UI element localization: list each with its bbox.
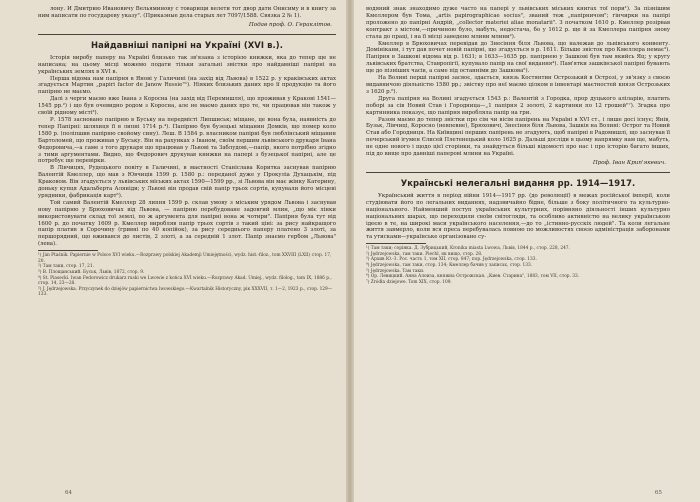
paragraph: Разом маємо до тепер звістки про сім чи вісім папірень на Україні в XVI ст., і лише досі існує; Янів, Бузьк, Лівчиці, Коросно (невпевне), Брюховичі, Знесіння біля Львова, Зашків на Волині: Острог та Новий Став або Городниця. На Київщині перших папірень не згадують, щоб папірні в Радомишлі, що заснував її печерський ігумен Єлисей Плетенецький коло 1625 р. Дальші досліди в цьому напрямку нам ще, мабуть, не одне нового і щодо цієї сторінки, та знайдуться більші відомості про нас і про історію багато інших, під до вище про давніші паперові млини на Україні. (366, 116, 670, 158)
footnote: ⁶) Ор. Левицкий. Анна Алоиза, княжна Острожская. „Киев. Старина", 1883, том VII, стор. 33. (366, 274, 580, 280)
footnote: ⁴) Jędrzejowska, там таки, стор. 134; Кмеллер бачив у записах, стор. 133. (366, 263, 533, 269)
section-divider (38, 34, 336, 35)
article-body-2 (366, 193, 670, 241)
paragraph: Кмеллер в Брюховичах перевідав до Знесіння біля Львова, що належав до львівського конвенту. Домінікани, і тут дав почет новій папірні, що згадується в р. 1611. Більше звісток про Кмеллера немає³). Папірня в Зашкові відома від р. 1631; в 1633—1635 рр. папірнею у Зашкові був там якийсь Яц; у кругу львівських братства, Ставропігії, купувало папір на свої видання⁴). Пам'ятки зашківської папірні бувають ще до пізніших часів, а саме під останніми до Зашкова⁵). (366, 40, 670, 75)
footnote-rule (366, 243, 426, 244)
section-divider (366, 172, 670, 173)
article-body-continued (366, 6, 670, 158)
paragraph: Той самий Валентій Кмеллер 28 липня 1599 р. склав умову з міським урядом Львова і заснував нову папірню у Брюховичах від Львова, — папірню перебудоване задовгий млин, „що міє лінки використовувати склад тої землі, по ж аргумента для папірні вона ж чотири". Папірня була тут від 1600 р. до початку 1609 р. Кмеллер виробляв папір трьох сортів з такий ціні: за рису найкращого папір платив в Сорочину (гривні по 40 копійок), за рису середнього паперу платено 3 злоті, за першорядний, що вживався до листів, 2 злоті, а за середній 1 злот. Папір знаємо гербом „Львова" (лева). (38, 199, 336, 248)
footnote: ¹) Ján Ptaśnik. Papiernie w Polsce XVI wieku.—Rozprawy polskiej Akademji Umiejętności, wydz. hist.-filoz., tom XXVIII (LXII) стор. 17, 20. (38, 253, 332, 264)
paragraph: Р. 1578 засновано папірню в Буську на передмісті Липшиськ; міщане, це вона була, наявність до тепер Папірні: шляхиця її в липні 1714 р.⁴). Папірню був бузецькі міщанин Домків, що помер коло 1580 р. (поліпшив папірню свойому сину). Леш. В 1584 р. власником папірні був люблінський міщанин Бартоломей, що проживав у Буську. Він на рахунках з Іваном, своїм першим львівського друкаря Івана Федоровича,—а саме з того друкаря що працював у Львові та Заблудові,—папір, якого потрібно згідно з тими аргументами. Видно, що Федорович друкував книжки на папері з бузецької папірні, але це потребує ще перевірки. (38, 116, 336, 165)
paragraph: водяний знак знаходимо дуже часто на папері у львівських міських книгах тої пори¹). За пізнішим Кмеллером був Тома, „artis papirographicae socius", званий теж „папірничом"; гінчирки на папірі проложено до папірні Андрій, „collector materiei aliae monatarii". З початком 1610 р. Кмеллер розірвав контракт з містом,—причиною було, мабуть, недостача, бо у 1612 р. ще й за Кмеллера папірня знову стала до праці, і на її місці заведено млини млини²). (366, 6, 670, 40)
paragraph: Історія виробу паперу на Україні близько так зв'язана з історією книжки, яка до тепер ще не написана; на цьому місці можемо подати тільки загальні звістки про найдавніші папірні на українських землях в XVI в. (38, 54, 336, 75)
intro-text: лону. И Дмитрию Ивановичу Вельяминову с товарищи велети тот двор дати Онисиму и в книгу за ним написати по государеву указу". (Прикаэные дела старых лет 7097/1588. Связка 2 № 1). (38, 6, 336, 19)
footnote: ⁵) Jędrzejowska. Там таки. (366, 268, 425, 274)
article-heading: Українські нелегальні видання рр. 1914—1917. (400, 177, 636, 188)
paragraph: В Лівчицях, Рудецького повіту в Галичині, в маєтності Станіслава Коритка заснував папірню Валентій Кмеллер, що мав з Ювчиців 1599 р. 1580 р.: переданої дуже у Прокуліа Духацькім, під Краковом. Він згадується у львівських міських актах 1590—1599 рр., зі Львова він має жінку Катерину, доньку купця Адальберта Аляніди; у Львові він продав свій папір трьох сортів, купували його місцеві урядники, фабрикація карт⁵). (38, 165, 336, 199)
footnote: ⁵) J. Jędrzejowska. Przyczynek do dziejów papiernictwa lwowskiego.—Kwartalnik Historyczny, рік XXXVII, т. 1—2, 1923 р., стор. 129—133. (38, 286, 333, 298)
right-page (350, 0, 700, 502)
paragraph: Далі з черги маємо вже Івана з Коросна (на захід від Перемишля), що проживав у Кракові 1541—1545 рр.²) і що був очевидно родом з Коросна, але не маємо даних про те, чи працював він також у своїй рідному місті³). (38, 96, 336, 117)
paragraph: Друга папірня на Волині згадується 1543 р.: Валентій з Городка, прор дуцького аліларію, платить поборі за сів Новий Став і Городница—„1 папірня 2 золоті, 2 картинки по 12 грошей"⁷). Згадка про картинника показує, що папірня виробляла папір на гри. (366, 95, 670, 116)
footnotes (366, 246, 670, 285)
article-body (38, 55, 336, 248)
page-number: 65 (654, 490, 662, 496)
footnote: ⁷) Źródła dziejowe. Tom XIX, стор. 109. (366, 279, 452, 285)
intro-signature: Подав проф. О. Гераклітов. (248, 21, 332, 28)
footnote: ²) Там таки, стор. 17, 21. (38, 264, 95, 270)
footnote: ¹) Там таки; сорінка. Д. Зубрицький, Kronika miasta Lwowa, Львів, 1844 р., стор. 228, 247. (366, 246, 570, 252)
footnote: ³) Архив Ю.-З. Рос. часть 1, том XII, стор. 847; пор. Jędrzejowska, стор. 133. (366, 257, 537, 263)
paragraph: Український життя в період війни 1914—1917 рр. (до революції) в межах російської імперії, коли студіювати його по легальних виданнях, надзвичайно бідне, більше з боку політичного та культурно-національного. Найменший поступ українських культурних, порівняно діяльності інших культурно національних шарах, що переходили своїм світогляди, та особливо активністю на велику українською ідеєю в те, на широкі маси українського населення,—до то „істинно-русскіх людей". Та коли легальне життя завмерло, коли вся преса перебувалась повною по можливостях своєю адміністрація заборонами та утисками—українське організоване су- (366, 192, 670, 241)
footnote: ³) В. Площанський. Буськ, Львів, 1872, стор. 9. (38, 269, 145, 275)
footnote: ²) Jędrzejowska, там таки. Piechl, як вищо, стор. 28. (366, 251, 483, 257)
article-heading: Найдавніші папірні на Україні (XVI в.). (90, 39, 284, 50)
footnote-rule (38, 250, 98, 251)
paragraph: Перша відома нам папірня в Янові у Галичині (на захід від Львова) в 1522 р. у краківських актах згадується Мартин „papirі factor de Janow Russie"¹). Ніяких близьких даних про її продукцію та його папірню не маємо. (38, 75, 336, 96)
footnote: ⁴) St. Piasecki. Iwan Fedorowicz drukarz ruski we Lwowie z końca XVI wieku.—Rozprawy Akad. Umiej., wydz. filolog., tom IX, 1886 р., стор. 14, 23—28. (38, 275, 332, 287)
paragraph: На Волині перші папірні засвоє, здається, князь Костянтин Острозький в Острозі, у зв'язку з своєю видавничою діяльністю 1580 рр.; звістку про неї маємо цілком в інвентарі маєтностей князя Острозьких з 1620 р.⁶). (366, 75, 670, 95)
footnotes (38, 253, 336, 298)
author-signature: Проф. Іван Крип'якевич. (592, 159, 666, 166)
book-gutter (346, 0, 354, 502)
page-number: 64 (65, 490, 73, 496)
